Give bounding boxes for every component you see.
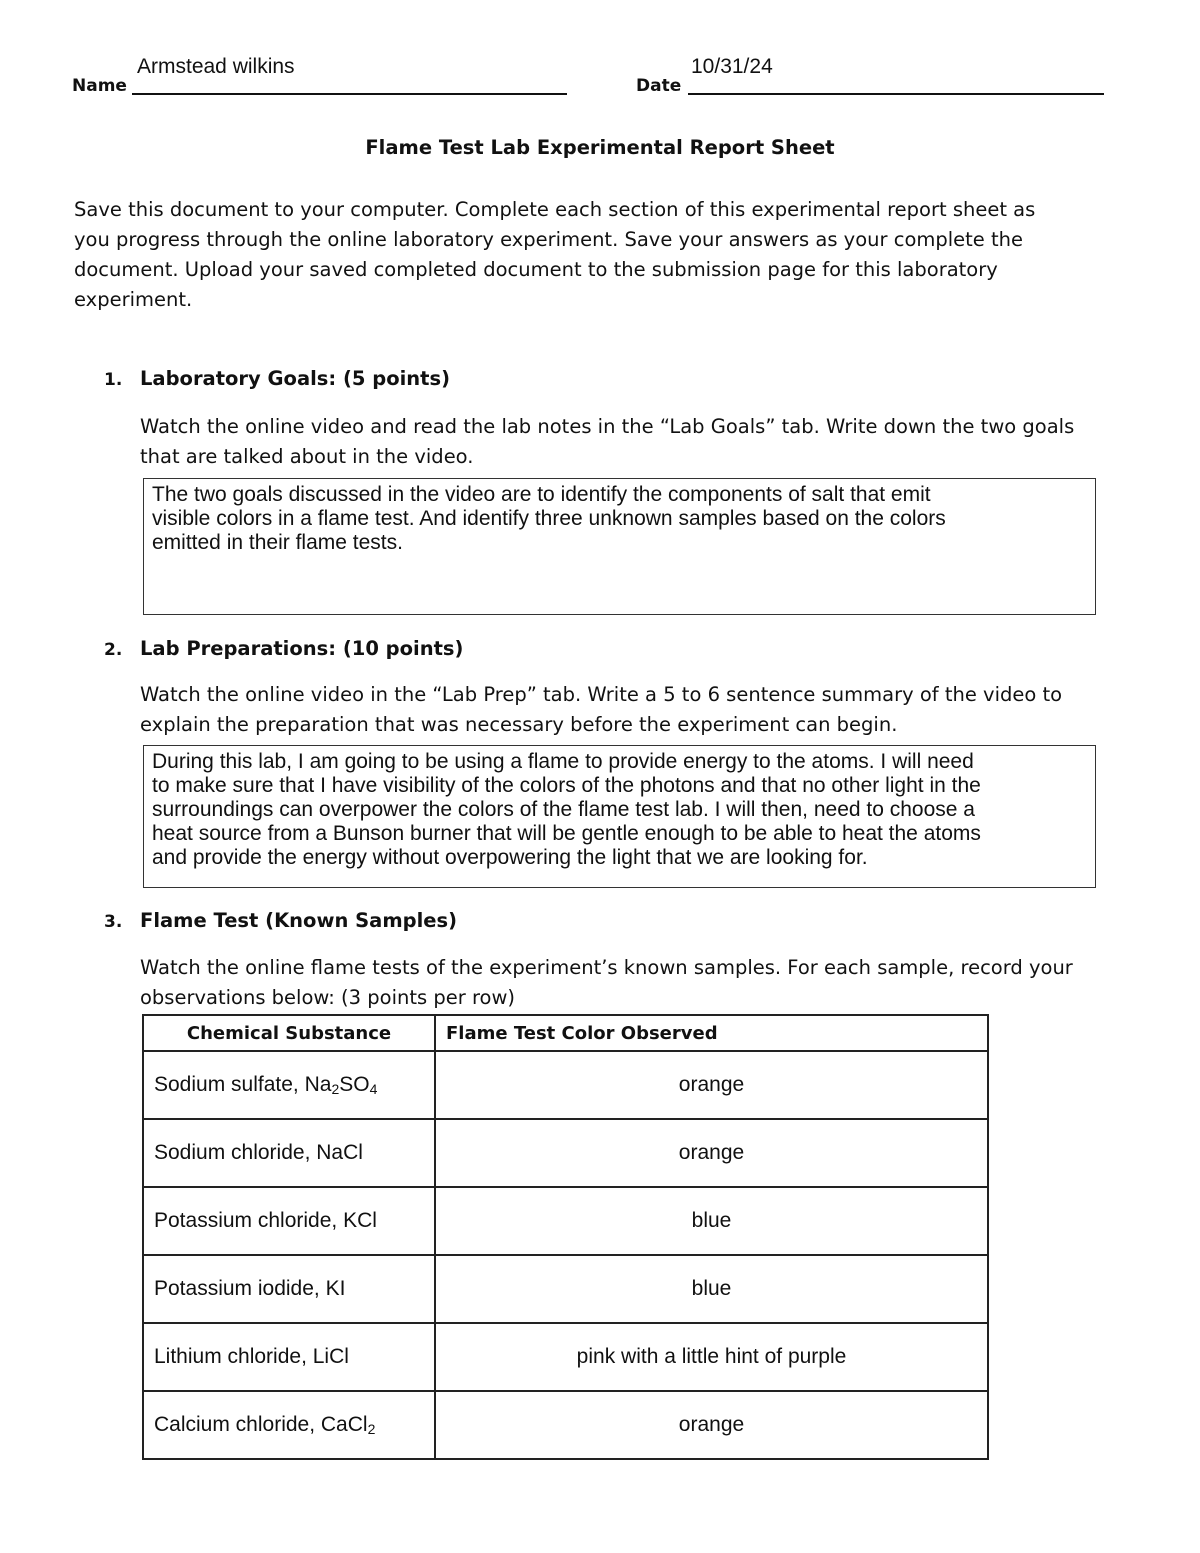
subscript: 4 [369,1081,378,1097]
prompt-line: explain the preparation that was necessary before the experiment can begin. [140,713,898,736]
intro-paragraph [74,195,1144,315]
answer-line: During this lab, I am going to be using a flame to provide energy to the atoms. I will need [152,750,974,773]
header-chemical-substance: Chemical Substance [143,1015,435,1051]
date-value[interactable]: 10/31/24 [691,55,773,78]
table-row [143,1051,988,1119]
color-cell[interactable]: orange [435,1051,988,1119]
date-underline [688,93,1104,95]
prompt-line: Watch the online flame tests of the experiment’s known samples. For each sample, record your [140,956,1073,979]
answer-line: and provide the energy without overpowering the light that we are looking for. [152,846,868,869]
known-samples-table [142,1014,989,1460]
substance-cell [143,1391,435,1459]
answer-line: heat source from a Bunson burner that will be gentle enough to be able to heat the atoms [152,822,981,845]
color-cell[interactable]: orange [435,1119,988,1187]
section-prompt [140,412,1140,472]
name-label: Name [72,76,127,96]
color-cell[interactable]: pink with a little hint of purple [435,1323,988,1391]
answer-line: The two goals discussed in the video are to identify the components of salt that emit [152,483,931,506]
substance-text: Calcium chloride, CaCl [154,1413,368,1436]
name-value[interactable]: Armstead wilkins [137,55,295,78]
section-number: 2. [104,640,123,660]
table-row [143,1255,988,1323]
name-underline [132,93,567,95]
subscript: 2 [331,1081,340,1097]
answer-line: to make sure that I have visibility of the colors of the photons and that no other light in the [152,774,981,797]
substance-text: Sodium sulfate, Na [154,1073,332,1096]
color-cell[interactable]: orange [435,1391,988,1459]
table-row [143,1323,988,1391]
header-flame-color: Flame Test Color Observed [435,1015,988,1051]
prompt-line: Watch the online video and read the lab notes in the “Lab Goals” tab. Write down the two goals [140,415,1075,438]
color-cell[interactable]: blue [435,1187,988,1255]
page-title: Flame Test Lab Experimental Report Sheet [365,136,835,159]
goals-answer-box[interactable] [143,478,1096,615]
section-number: 1. [104,370,123,390]
substance-cell: Potassium iodide, KI [143,1255,435,1323]
prompt-line: observations below: (3 points per row) [140,986,516,1009]
table-row [143,1391,988,1459]
section-title: Laboratory Goals: (5 points) [140,367,451,390]
substance-cell: Lithium chloride, LiCl [143,1323,435,1391]
substance-cell [143,1051,435,1119]
section-prompt [140,680,1140,740]
answer-line: visible colors in a flame test. And identify three unknown samples based on the colors [152,507,946,530]
color-cell[interactable]: blue [435,1255,988,1323]
section-title: Lab Preparations: (10 points) [140,637,464,660]
prompt-line: Watch the online video in the “Lab Prep” tab. Write a 5 to 6 sentence summary of the video to [140,683,1063,706]
subscript: 2 [367,1421,376,1437]
section-title: Flame Test (Known Samples) [140,909,458,932]
intro-line: Save this document to your computer. Complete each section of this experimental report sheet as [74,198,1036,221]
intro-line: document. Upload your saved completed document to the submission page for this laboratory [74,258,998,281]
section-prompt [140,953,1150,1013]
date-label: Date [636,76,682,96]
table-row [143,1119,988,1187]
intro-line: you progress through the online laboratory experiment. Save your answers as your complete the [74,228,1024,251]
prompt-line: that are talked about in the video. [140,445,474,468]
intro-line: experiment. [74,288,193,311]
table-header-row [143,1015,988,1051]
answer-line: surroundings can overpower the colors of the flame test lab. I will then, need to choose a [152,798,975,821]
section-number: 3. [104,912,123,932]
answer-line: emitted in their flame tests. [152,531,403,554]
substance-text: SO [339,1073,370,1096]
preparations-answer-box[interactable] [143,745,1096,888]
table-row [143,1187,988,1255]
substance-cell: Potassium chloride, KCl [143,1187,435,1255]
substance-cell: Sodium chloride, NaCl [143,1119,435,1187]
